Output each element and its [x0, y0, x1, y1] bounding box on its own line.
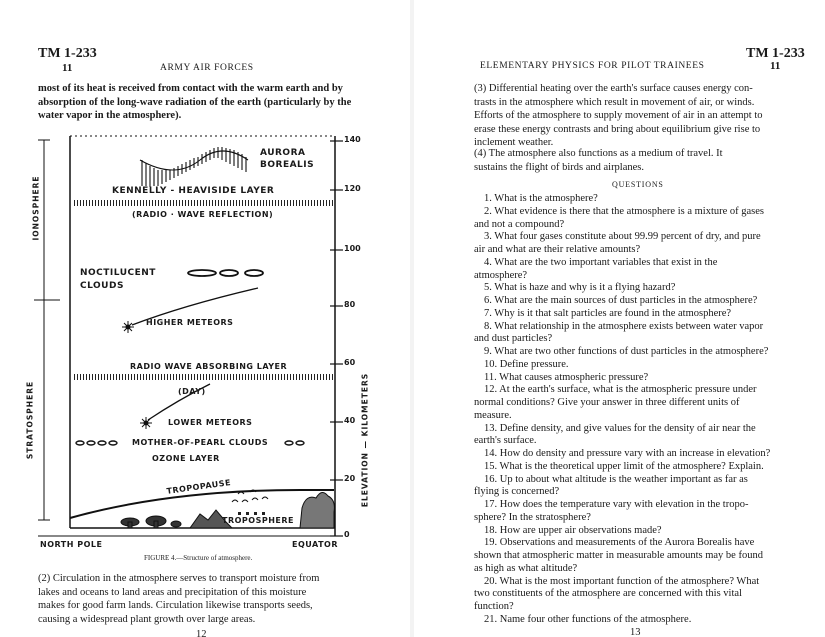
question-item: 8. What relationship in the atmosphere exists between water vapor and dust particles? — [474, 320, 764, 345]
label-aurora: AURORA — [260, 148, 306, 158]
question-item: 5. What is haze and why is it a flying hazard? — [484, 282, 676, 294]
questions-heading: QUESTIONS — [612, 180, 664, 189]
label-troposphere: TROPOSPHERE — [222, 516, 294, 525]
tick-label: 60 — [344, 358, 356, 367]
question-item: 9. What are two other functions of dust particles in the atmosphere? — [484, 346, 769, 357]
label-radio-absorbing: RADIO WAVE ABSORBING LAYER — [130, 362, 288, 371]
header-tm-right: TM 1-233 — [746, 46, 805, 61]
footer-page-number-right: 13 — [630, 627, 641, 637]
text-line: (3) Differential heating over the earth's surface causes energy con- — [474, 83, 753, 94]
polar-clouds-icon — [121, 516, 181, 528]
tick-label: 80 — [344, 300, 356, 309]
question-item: 13. Define density, and give values for the density of air near the earth's surface. — [474, 422, 756, 447]
footer-page-number-left: 12 — [196, 629, 207, 637]
paragraph-4 — [474, 147, 723, 174]
label-clouds: CLOUDS — [80, 281, 124, 291]
paragraph-3 — [474, 82, 763, 150]
elevation-ticks — [330, 141, 343, 536]
text-line: (2) Circulation in the atmosphere serves to transport moisture from — [38, 573, 320, 584]
aurora-icon — [140, 147, 248, 187]
tick-label: 120 — [344, 184, 361, 193]
header-page-number-right: 11 — [770, 60, 781, 72]
question-item: 21. Name four other functions of the atmosphere. — [484, 613, 692, 625]
cumulus-cloud-icon — [300, 492, 334, 528]
left-page — [0, 0, 410, 637]
text-line: (4) The atmosphere also functions as a medium of travel. It — [474, 148, 723, 159]
question-item: 20. What is the most important function of the atmosphere? What two constituents of the atmosphere are concerned with this vital function? — [474, 575, 760, 612]
text-line: causing a widespread plant growth over large areas. — [38, 613, 256, 625]
text-line: absorption of the long-wave radiation of the earth (particularly by the — [38, 96, 352, 108]
text-line: water vapor in the atmosphere). — [38, 110, 182, 121]
question-item: 15. What is the theoretical upper limit of the atmosphere? Explain. — [484, 460, 764, 472]
higher-meteor-icon — [122, 321, 134, 333]
question-item: 4. What are the two important variables that exist in the atmosphere? — [474, 256, 718, 281]
label-lower-meteors: LOWER METEORS — [168, 418, 253, 427]
text-line: trasts in the atmosphere which result in movement of air, or winds. — [474, 96, 755, 108]
question-item: 12. At the earth's surface, what is the atmospheric pressure under normal conditions? Give your answer in three different units of measure. — [474, 384, 757, 421]
questions-list — [474, 193, 770, 627]
paragraph-2 — [38, 572, 319, 626]
question-item: 2. What evidence is there that the atmosphere is a mixture of gases and not a compound? — [474, 205, 765, 230]
right-page — [414, 0, 825, 637]
question-item: 10. Define pressure. — [484, 358, 569, 370]
question-item: 17. How does the temperature vary with elevation in the tropo- sphere? In the stratosphere? — [474, 499, 749, 523]
label-radio-reflection: (RADIO · WAVE REFLECTION) — [132, 210, 274, 219]
text-line: Efforts of the atmosphere to supply movement of air in an attempt to — [474, 110, 763, 121]
question-item: 14. How do density and pressure vary with an increase in elevation? — [484, 448, 771, 459]
question-item: 19. Observations and measurements of the Aurora Borealis have shown that atmospheric matter in measurable amounts may be found as high as what altitude? — [474, 537, 763, 574]
text-line: erase these energy contrasts and bring about equilibrium give rise to — [474, 123, 761, 135]
noctilucent-clouds-icon — [188, 270, 263, 276]
tick-label: 20 — [344, 474, 356, 483]
label-kennelly-heaviside: KENNELLY - HEAVISIDE LAYER — [112, 186, 275, 196]
question-item: 16. Up to about what altitude is the weather important as far as flying is concerned? — [474, 473, 748, 498]
question-item: 1. What is the atmosphere? — [484, 193, 598, 204]
label-mother-of-pearl: MOTHER-OF-PEARL CLOUDS — [132, 438, 269, 447]
text-line: lakes and oceans to land areas and precipitation of this moisture — [38, 586, 307, 598]
header-title-right: ELEMENTARY PHYSICS FOR PILOT TRAINEES — [480, 61, 705, 71]
question-item: 6. What are the main sources of dust particles in the atmosphere? — [484, 295, 758, 306]
figure-caption: FIGURE 4.—Structure of atmosphere. — [144, 554, 253, 562]
label-elevation-axis: ELEVATION — KILOMETERS — [360, 372, 370, 508]
tropo-markers-icon — [238, 512, 265, 515]
question-item: 7. Why is it that salt particles are found in the atmosphere? — [484, 307, 732, 319]
label-noctilucent: NOCTILUCENT — [80, 268, 156, 278]
text-line: makes for good farm lands. Circulation likewise transports seeds, — [38, 600, 313, 611]
header-page-number-left: 11 — [62, 62, 73, 74]
tick-label: 40 — [344, 416, 356, 425]
label-tropopause: TROPOPAUSE — [166, 477, 232, 496]
tick-label: 140 — [344, 135, 361, 144]
label-ionosphere: IONOSPHERE — [31, 175, 41, 241]
text-line: sustains the flight of birds and airplanes. — [474, 161, 645, 173]
tick-label: 0 — [344, 530, 350, 539]
label-higher-meteors: HIGHER METEORS — [146, 318, 234, 327]
label-day: (DAY) — [178, 387, 206, 396]
question-item: 18. How are upper air observations made? — [484, 524, 662, 536]
question-item: 3. What four gases constitute about 99.99 percent of dry, and pure air and what are their relative amounts? — [474, 231, 761, 255]
tick-label: 100 — [344, 244, 361, 253]
text-line: most of its heat is received from contact with the warm earth and by — [38, 83, 343, 94]
label-ozone: OZONE LAYER — [152, 454, 220, 463]
text-line: inclement weather. — [474, 137, 554, 148]
question-item: 11. What causes atmospheric pressure? — [484, 371, 649, 383]
header-tm-left: TM 1-233 — [38, 46, 97, 61]
header-title-left: ARMY AIR FORCES — [160, 63, 254, 73]
label-stratosphere: STRATOSPHERE — [25, 380, 35, 460]
label-north-pole: NORTH POLE — [40, 540, 103, 549]
tropopause-line — [70, 490, 334, 518]
label-borealis: BOREALIS — [260, 160, 315, 170]
label-equator: EQUATOR — [292, 540, 339, 549]
